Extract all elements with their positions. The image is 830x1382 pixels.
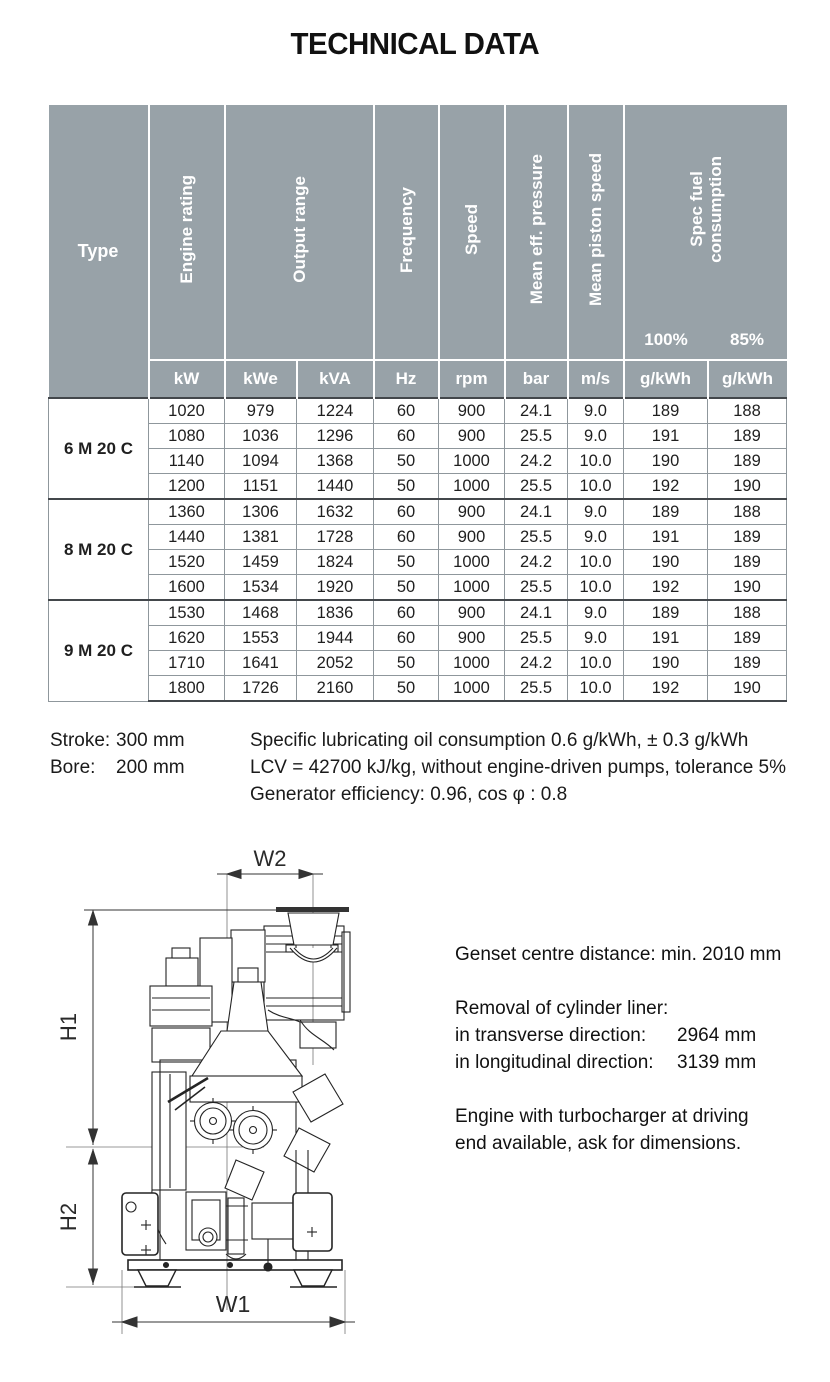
spec-value-cell: 1534 [225, 575, 297, 601]
spec-value-cell: 9.0 [568, 499, 624, 525]
table-row [49, 575, 787, 601]
spec-value-cell: 1000 [439, 474, 505, 500]
spec-value-cell: 60 [374, 626, 439, 651]
spec-value-cell: 1000 [439, 676, 505, 702]
spec-value-cell: 1440 [149, 525, 225, 550]
longitudinal-label: in longitudinal direction: [455, 1052, 654, 1073]
spec-value-cell: 190 [708, 474, 787, 500]
spec-value-cell: 24.1 [505, 398, 568, 424]
spec-value-cell: 9.0 [568, 626, 624, 651]
spec-value-cell: 1020 [149, 398, 225, 424]
spec-value-cell: 1944 [297, 626, 374, 651]
spec-value-cell: 50 [374, 676, 439, 702]
unit-bar: bar [505, 360, 568, 398]
spec-value-cell: 1530 [149, 600, 225, 626]
genset-distance-line: Genset centre distance: min. 2010 mm [455, 944, 782, 965]
spec-value-cell: 1459 [225, 550, 297, 575]
spec-value-cell: 1728 [297, 525, 374, 550]
transverse-value: 2964 mm [677, 1025, 757, 1046]
spec-value-cell: 9.0 [568, 525, 624, 550]
removal-title: Removal of cylinder liner: [455, 998, 669, 1019]
spec-value-cell: 1553 [225, 626, 297, 651]
spec-value-cell: 60 [374, 499, 439, 525]
spec-value-cell: 1710 [149, 651, 225, 676]
spec-value-cell: 24.1 [505, 600, 568, 626]
spec-value-cell: 900 [439, 626, 505, 651]
table-row [49, 525, 787, 550]
spec-value-cell: 1440 [297, 474, 374, 500]
spec-value-cell: 1468 [225, 600, 297, 626]
spec-value-cell: 190 [708, 575, 787, 601]
spec-value-cell: 1000 [439, 449, 505, 474]
spec-value-cell: 25.5 [505, 525, 568, 550]
spec-value-cell: 1000 [439, 550, 505, 575]
table-row [49, 424, 787, 449]
spec-value-cell: 9.0 [568, 398, 624, 424]
spec-value-cell: 190 [624, 651, 708, 676]
spec-value-cell: 1600 [149, 575, 225, 601]
spec-value-cell: 1151 [225, 474, 297, 500]
stroke-label: Stroke: [50, 730, 111, 751]
bore-value: 200 mm [116, 757, 185, 778]
spec-value-cell: 1296 [297, 424, 374, 449]
spec-value-cell: 9.0 [568, 424, 624, 449]
spec-value-cell: 25.5 [505, 424, 568, 449]
spec-value-cell: 189 [624, 600, 708, 626]
spec-value-cell: 1800 [149, 676, 225, 702]
spec-value-cell: 190 [708, 676, 787, 702]
header-output-range: Output range [225, 105, 374, 360]
note-line: Specific lubricating oil consumption 0.6 g/kWh, ± 0.3 g/kWh [250, 730, 749, 751]
longitudinal-row [455, 1049, 781, 1076]
spec-value-cell: 10.0 [568, 474, 624, 500]
spec-value-cell: 1641 [225, 651, 297, 676]
unit-kw: kW [149, 360, 225, 398]
stroke-value: 300 mm [116, 730, 185, 751]
table-row [49, 398, 787, 424]
spec-value-cell: 191 [624, 424, 708, 449]
spec-value-cell: 1368 [297, 449, 374, 474]
spec-value-cell: 24.2 [505, 449, 568, 474]
spacer [455, 1076, 781, 1103]
unit-ms: m/s [568, 360, 624, 398]
transverse-label: in transverse direction: [455, 1025, 647, 1046]
unit-hz: Hz [374, 360, 439, 398]
header-load-85: 85% [708, 318, 787, 360]
spec-value-cell: 192 [624, 474, 708, 500]
spec-value-cell: 1036 [225, 424, 297, 449]
h1-label: H1 [56, 1012, 81, 1042]
note-line: Generator efficiency: 0.96, cos φ : 0.8 [250, 784, 568, 805]
spec-value-cell: 1306 [225, 499, 297, 525]
figure-info-text [455, 941, 781, 1157]
table-row [49, 474, 787, 500]
spec-value-cell: 10.0 [568, 550, 624, 575]
spec-value-cell: 60 [374, 525, 439, 550]
spec-value-cell: 60 [374, 600, 439, 626]
spacer [455, 968, 781, 995]
engine-type-cell: 8 M 20 C [49, 499, 149, 600]
spec-value-cell: 190 [624, 550, 708, 575]
spec-value-cell: 1140 [149, 449, 225, 474]
spec-value-cell: 189 [624, 398, 708, 424]
spec-value-cell: 900 [439, 525, 505, 550]
general-notes [250, 727, 786, 808]
table-row [49, 449, 787, 474]
unit-gkwh-85: g/kWh [708, 360, 787, 398]
spec-value-cell: 900 [439, 424, 505, 449]
spec-value-cell: 25.5 [505, 474, 568, 500]
table-row [49, 676, 787, 702]
note-line: LCV = 42700 kJ/kg, without engine-driven pumps, tolerance 5% [250, 757, 787, 778]
spec-value-cell: 60 [374, 398, 439, 424]
spec-value-cell: 191 [624, 626, 708, 651]
bore-row [50, 754, 185, 781]
spec-table-body [49, 398, 787, 701]
spec-value-cell: 25.5 [505, 575, 568, 601]
engine-outline [122, 913, 350, 1287]
unit-kva: kVA [297, 360, 374, 398]
header-load-100: 100% [624, 318, 708, 360]
spec-value-cell: 1836 [297, 600, 374, 626]
spec-value-cell: 50 [374, 449, 439, 474]
spec-value-cell: 189 [708, 651, 787, 676]
table-row [49, 600, 787, 626]
spec-value-cell: 900 [439, 398, 505, 424]
stroke-row [50, 727, 185, 754]
spec-value-cell: 24.2 [505, 550, 568, 575]
spec-value-cell: 50 [374, 550, 439, 575]
unit-rpm: rpm [439, 360, 505, 398]
turbocharger-note-line2: end available, ask for dimensions. [455, 1133, 742, 1154]
spec-value-cell: 190 [624, 449, 708, 474]
spec-value-cell: 25.5 [505, 676, 568, 702]
spec-value-cell: 1726 [225, 676, 297, 702]
spec-value-cell: 24.2 [505, 651, 568, 676]
spec-value-cell: 1824 [297, 550, 374, 575]
header-mean-piston-speed: Mean piston speed [568, 105, 624, 360]
spec-value-cell: 1620 [149, 626, 225, 651]
spec-value-cell: 189 [624, 499, 708, 525]
spec-value-cell: 1094 [225, 449, 297, 474]
spec-value-cell: 1632 [297, 499, 374, 525]
spec-value-cell: 189 [708, 550, 787, 575]
engine-type-cell: 9 M 20 C [49, 600, 149, 701]
header-speed: Speed [439, 105, 505, 360]
spec-value-cell: 1200 [149, 474, 225, 500]
spec-value-cell: 188 [708, 600, 787, 626]
spec-value-cell: 900 [439, 499, 505, 525]
table-row [49, 626, 787, 651]
spec-value-cell: 192 [624, 676, 708, 702]
spec-value-cell: 189 [708, 449, 787, 474]
spec-value-cell: 192 [624, 575, 708, 601]
spec-value-cell: 10.0 [568, 449, 624, 474]
spec-value-cell: 2052 [297, 651, 374, 676]
spec-value-cell: 2160 [297, 676, 374, 702]
spec-value-cell: 1000 [439, 651, 505, 676]
header-mean-eff-pressure: Mean eff. pressure [505, 105, 568, 360]
spec-value-cell: 188 [708, 398, 787, 424]
spec-value-cell: 60 [374, 424, 439, 449]
table-header [49, 105, 787, 398]
table-row [49, 499, 787, 525]
header-spec-fuel-consumption: Spec fuel consumption [624, 105, 787, 318]
spec-value-cell: 1360 [149, 499, 225, 525]
stroke-bore-notes [50, 727, 185, 781]
spec-value-cell: 1920 [297, 575, 374, 601]
spec-value-cell: 10.0 [568, 651, 624, 676]
unit-kwe: kWe [225, 360, 297, 398]
spec-value-cell: 50 [374, 474, 439, 500]
engine-type-cell: 6 M 20 C [49, 398, 149, 499]
spec-value-cell: 9.0 [568, 600, 624, 626]
header-frequency: Frequency [374, 105, 439, 360]
spec-value-cell: 1080 [149, 424, 225, 449]
spec-value-cell: 1000 [439, 575, 505, 601]
spec-value-cell: 1381 [225, 525, 297, 550]
spec-value-cell: 188 [708, 499, 787, 525]
header-engine-rating: Engine rating [149, 105, 225, 360]
bore-label: Bore: [50, 757, 96, 778]
header-type: Type [49, 105, 149, 398]
longitudinal-value: 3139 mm [677, 1052, 757, 1073]
spec-value-cell: 189 [708, 424, 787, 449]
transverse-row [455, 1022, 781, 1049]
w2-label: W2 [253, 846, 287, 871]
spec-value-cell: 900 [439, 600, 505, 626]
spec-value-cell: 191 [624, 525, 708, 550]
spec-value-cell: 50 [374, 575, 439, 601]
page-title: TECHNICAL DATA [290, 26, 540, 61]
spec-value-cell: 10.0 [568, 676, 624, 702]
technical-data-table [48, 105, 787, 702]
unit-gkwh-100: g/kWh [624, 360, 708, 398]
spec-value-cell: 10.0 [568, 575, 624, 601]
spec-value-cell: 189 [708, 626, 787, 651]
table-row [49, 651, 787, 676]
table-row [49, 550, 787, 575]
spec-value-cell: 24.1 [505, 499, 568, 525]
spec-value-cell: 1520 [149, 550, 225, 575]
spec-value-cell: 50 [374, 651, 439, 676]
w1-label: W1 [215, 1291, 251, 1317]
spec-value-cell: 189 [708, 525, 787, 550]
turbocharger-note-line1: Engine with turbocharger at driving [455, 1106, 749, 1127]
spec-value-cell: 979 [225, 398, 297, 424]
spec-value-cell: 1224 [297, 398, 374, 424]
spec-value-cell: 25.5 [505, 626, 568, 651]
h2-label: H2 [56, 1202, 81, 1232]
